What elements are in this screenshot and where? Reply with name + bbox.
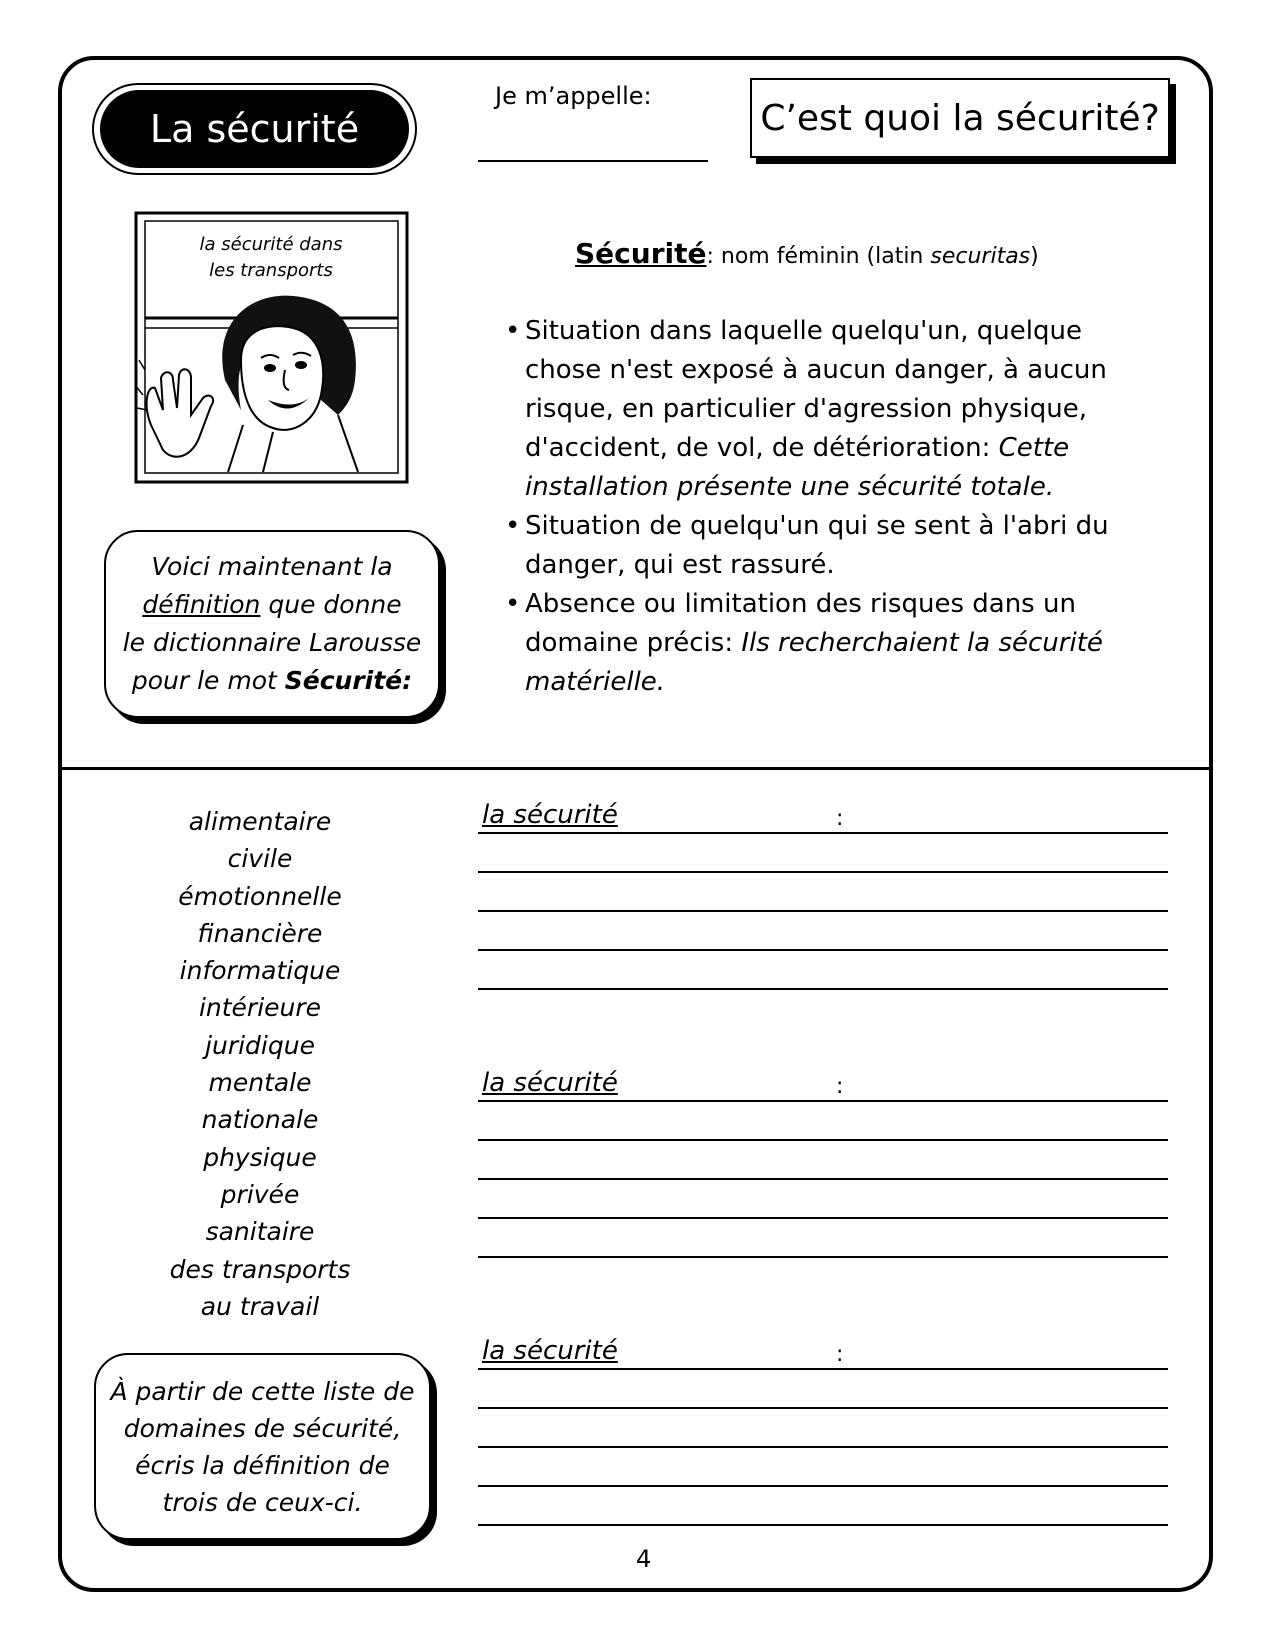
definition-text: Absence ou limitation des risques dans un domaine précis: bbox=[525, 589, 1076, 658]
callout-line bbox=[106, 662, 438, 700]
callout-line: Voici maintenant la bbox=[151, 552, 393, 581]
writing-line[interactable] bbox=[478, 1256, 1168, 1258]
writing-line[interactable] bbox=[478, 871, 1168, 873]
definition-example: Cette installation présente une sécurité totale. bbox=[525, 433, 1070, 502]
definition-item: • Absence ou limitation des risques dans un domaine précis: Ils recherchaient la sécurité matérielle. bbox=[505, 589, 1103, 697]
domain-item: au travail bbox=[200, 1291, 320, 1321]
instruction-line: trois de ceux-ci. bbox=[162, 1487, 363, 1517]
domain-item: mentale bbox=[208, 1068, 312, 1098]
definition-item: • Situation dans laquelle quelqu'un, quelque chose n'est exposé à aucun danger, à aucun risque, en particulier d'agression physique, d'accident, de vol, de détérioration: Cette installation présente une sécurité totale. bbox=[505, 316, 1107, 502]
writing-label: la sécurité bbox=[482, 1068, 618, 1098]
instruction-callout bbox=[94, 1353, 431, 1540]
definition-grammar-prefix: : nom féminin (latin bbox=[706, 244, 931, 269]
domain-item: physique bbox=[203, 1142, 317, 1172]
definition-grammar-suffix: ) bbox=[1030, 244, 1039, 269]
definition-example: Ils recherchaient la sécurité matérielle. bbox=[525, 628, 1103, 697]
illustration-woman-in-window bbox=[133, 210, 410, 485]
domain-item: émotionnelle bbox=[178, 881, 342, 911]
writing-colon: : bbox=[836, 806, 844, 831]
domain-item: alimentaire bbox=[188, 807, 332, 836]
domain-item: juridique bbox=[205, 1030, 315, 1060]
illustration-caption-line1: la sécurité dans bbox=[199, 234, 343, 255]
instruction-line: À partir de cette liste de bbox=[110, 1376, 415, 1406]
definition-list bbox=[505, 312, 1145, 702]
question-title-box bbox=[750, 78, 1170, 158]
writing-line[interactable] bbox=[478, 1407, 1168, 1409]
domain-item: informatique bbox=[179, 956, 341, 986]
callout-bold-word: Sécurité: bbox=[284, 666, 413, 695]
callout-line-start: pour le mot bbox=[131, 666, 285, 695]
writing-line[interactable] bbox=[478, 1100, 1168, 1102]
writing-line[interactable] bbox=[478, 832, 1168, 834]
domain-item: nationale bbox=[201, 1105, 319, 1135]
page-number: 4 bbox=[636, 1545, 652, 1573]
definition-word: Sécurité bbox=[575, 237, 707, 270]
writing-line[interactable] bbox=[478, 988, 1168, 990]
callout-line bbox=[106, 586, 438, 624]
definition-intro-callout bbox=[104, 530, 440, 718]
domain-item: intérieure bbox=[198, 993, 322, 1023]
definition-item: • Situation de quelqu'un qui se sent à l'abri du danger, qui est rassuré. bbox=[505, 511, 1109, 580]
callout-underlined-word: définition bbox=[142, 590, 261, 619]
page-title: La sécurité bbox=[100, 90, 409, 168]
instruction-line: écris la définition de bbox=[135, 1450, 390, 1480]
writing-line[interactable] bbox=[478, 1485, 1168, 1487]
name-field-line[interactable] bbox=[478, 160, 708, 162]
definition-text: Situation dans laquelle quelqu'un, quelque chose n'est exposé à aucun danger, à aucun risque, en particulier d'agression physique, d'accident, de vol, de détérioration: bbox=[525, 316, 1107, 463]
writing-line[interactable] bbox=[478, 1139, 1168, 1141]
domain-item: des transports bbox=[169, 1254, 351, 1284]
definition-heading bbox=[575, 237, 1039, 270]
question-title: C’est quoi la sécurité? bbox=[760, 97, 1160, 139]
writing-line[interactable] bbox=[478, 1178, 1168, 1180]
callout-line: le dictionnaire Larousse bbox=[122, 628, 422, 657]
domain-item: sanitaire bbox=[205, 1217, 315, 1247]
definition-text: Situation de quelqu'un qui se sent à l'abri du danger, qui est rassuré. bbox=[525, 511, 1109, 580]
illustration-caption-line2: les transports bbox=[209, 260, 333, 281]
domain-item: financière bbox=[197, 918, 323, 948]
writing-line[interactable] bbox=[478, 1368, 1168, 1370]
writing-label: la sécurité bbox=[482, 1336, 618, 1366]
domain-list bbox=[150, 803, 370, 1325]
name-label: Je m’appelle: bbox=[495, 82, 652, 110]
domain-item: privée bbox=[220, 1179, 300, 1209]
writing-colon: : bbox=[836, 1342, 844, 1367]
writing-colon: : bbox=[836, 1074, 844, 1099]
writing-line[interactable] bbox=[478, 910, 1168, 912]
definition-latin: securitas bbox=[930, 244, 1031, 269]
callout-line-rest: que donne bbox=[260, 590, 402, 619]
instruction-line: domaines de sécurité, bbox=[123, 1413, 402, 1443]
domain-item: civile bbox=[227, 844, 293, 874]
section-divider bbox=[62, 767, 1211, 770]
writing-line[interactable] bbox=[478, 1446, 1168, 1448]
writing-label: la sécurité bbox=[482, 800, 618, 830]
writing-line[interactable] bbox=[478, 949, 1168, 951]
writing-line[interactable] bbox=[478, 1524, 1168, 1526]
writing-line[interactable] bbox=[478, 1217, 1168, 1219]
